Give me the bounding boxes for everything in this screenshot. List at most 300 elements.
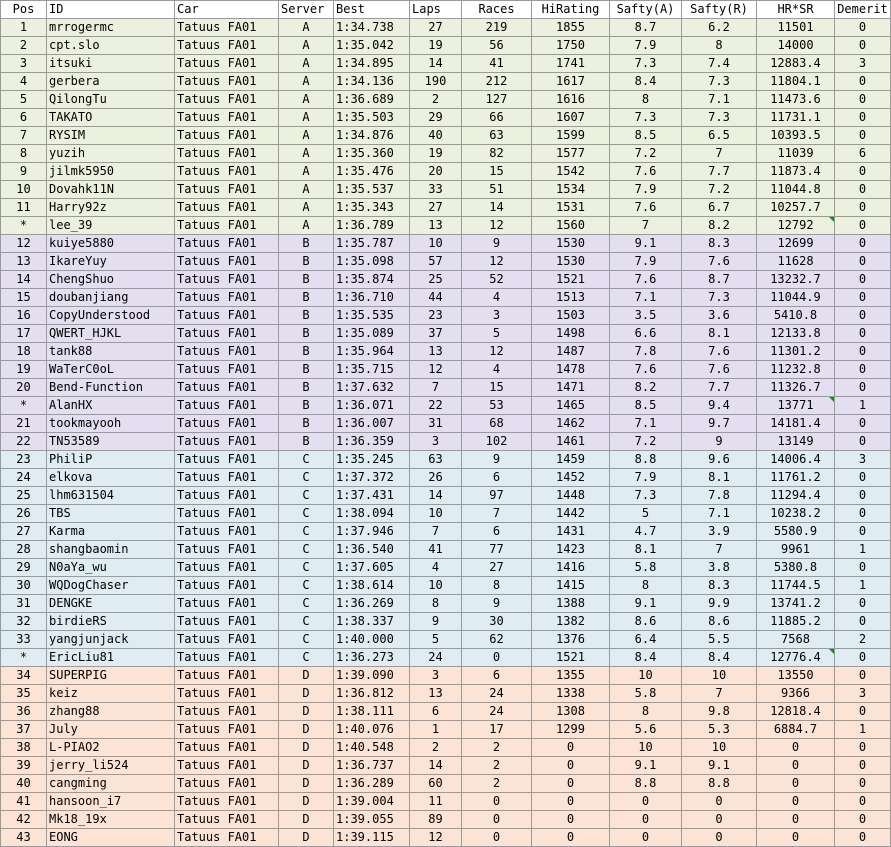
races-cell[interactable]: 8 (462, 577, 532, 595)
best-cell[interactable]: 1:35.343 (334, 199, 410, 217)
races-cell[interactable]: 68 (462, 415, 532, 433)
safty-r-cell[interactable]: 6.7 (682, 199, 757, 217)
server-cell[interactable]: A (279, 163, 334, 181)
demerit-cell[interactable]: 6 (835, 145, 891, 163)
server-cell[interactable]: C (279, 559, 334, 577)
laps-cell[interactable]: 33 (410, 181, 462, 199)
hr-sr-cell[interactable]: 12776.4 (757, 649, 835, 667)
races-cell[interactable]: 212 (462, 73, 532, 91)
id-cell[interactable]: QilongTu (47, 91, 175, 109)
laps-cell[interactable]: 11 (410, 793, 462, 811)
table-row[interactable] (1, 361, 891, 379)
table-row[interactable] (1, 631, 891, 649)
car-cell[interactable]: Tatuus FA01 (175, 631, 279, 649)
safty-r-cell[interactable]: 8.7 (682, 271, 757, 289)
table-row[interactable] (1, 811, 891, 829)
demerit-cell[interactable]: 1 (835, 541, 891, 559)
hirating-cell[interactable]: 1498 (532, 325, 610, 343)
table-row[interactable] (1, 289, 891, 307)
car-cell[interactable]: Tatuus FA01 (175, 289, 279, 307)
best-cell[interactable]: 1:35.042 (334, 37, 410, 55)
table-row[interactable] (1, 667, 891, 685)
hirating-cell[interactable]: 1308 (532, 703, 610, 721)
safty-a-cell[interactable]: 6.6 (610, 325, 682, 343)
demerit-cell[interactable]: 0 (835, 523, 891, 541)
car-cell[interactable]: Tatuus FA01 (175, 469, 279, 487)
safty-r-cell[interactable]: 7 (682, 685, 757, 703)
hr-sr-cell[interactable]: 11628 (757, 253, 835, 271)
pos-cell[interactable]: 15 (1, 289, 47, 307)
server-cell[interactable]: C (279, 649, 334, 667)
table-row[interactable] (1, 109, 891, 127)
hr-sr-cell[interactable]: 13550 (757, 667, 835, 685)
hirating-cell[interactable]: 1534 (532, 181, 610, 199)
table-row[interactable] (1, 613, 891, 631)
races-cell[interactable]: 63 (462, 127, 532, 145)
laps-cell[interactable]: 41 (410, 541, 462, 559)
hirating-cell[interactable]: 0 (532, 775, 610, 793)
id-cell[interactable]: IkareYuy (47, 253, 175, 271)
races-cell[interactable]: 51 (462, 181, 532, 199)
table-row[interactable] (1, 37, 891, 55)
car-cell[interactable]: Tatuus FA01 (175, 145, 279, 163)
table-row[interactable] (1, 415, 891, 433)
hr-sr-cell[interactable]: 0 (757, 811, 835, 829)
hr-sr-cell[interactable]: 11761.2 (757, 469, 835, 487)
safty-a-cell[interactable]: 8 (610, 91, 682, 109)
server-cell[interactable]: A (279, 109, 334, 127)
pos-cell[interactable]: 40 (1, 775, 47, 793)
table-row[interactable] (1, 217, 891, 235)
pos-cell[interactable]: 2 (1, 37, 47, 55)
hr-sr-cell[interactable]: 11039 (757, 145, 835, 163)
car-cell[interactable]: Tatuus FA01 (175, 325, 279, 343)
demerit-cell[interactable]: 0 (835, 487, 891, 505)
best-cell[interactable]: 1:35.535 (334, 307, 410, 325)
server-cell[interactable]: A (279, 127, 334, 145)
server-cell[interactable]: D (279, 775, 334, 793)
safty-r-cell[interactable]: 3.6 (682, 307, 757, 325)
safty-a-cell[interactable]: 7.9 (610, 469, 682, 487)
safty-r-cell[interactable]: 7.3 (682, 109, 757, 127)
id-cell[interactable]: tank88 (47, 343, 175, 361)
safty-a-cell[interactable]: 7.2 (610, 433, 682, 451)
races-cell[interactable]: 17 (462, 721, 532, 739)
races-cell[interactable]: 41 (462, 55, 532, 73)
safty-r-cell[interactable]: 10 (682, 667, 757, 685)
races-cell[interactable]: 30 (462, 613, 532, 631)
hr-sr-cell[interactable]: 0 (757, 775, 835, 793)
best-cell[interactable]: 1:35.360 (334, 145, 410, 163)
server-cell[interactable]: D (279, 793, 334, 811)
table-row[interactable] (1, 649, 891, 667)
best-cell[interactable]: 1:36.789 (334, 217, 410, 235)
best-cell[interactable]: 1:35.245 (334, 451, 410, 469)
laps-cell[interactable]: 10 (410, 505, 462, 523)
laps-cell[interactable]: 13 (410, 343, 462, 361)
best-cell[interactable]: 1:36.540 (334, 541, 410, 559)
pos-cell[interactable]: 21 (1, 415, 47, 433)
demerit-cell[interactable]: 0 (835, 703, 891, 721)
safty-a-cell[interactable]: 9.1 (610, 757, 682, 775)
laps-cell[interactable]: 1 (410, 721, 462, 739)
hirating-cell[interactable]: 1416 (532, 559, 610, 577)
safty-a-cell[interactable]: 8.5 (610, 397, 682, 415)
best-cell[interactable]: 1:36.812 (334, 685, 410, 703)
hr-sr-cell[interactable]: 14006.4 (757, 451, 835, 469)
safty-r-cell[interactable]: 5.5 (682, 631, 757, 649)
best-cell[interactable]: 1:38.614 (334, 577, 410, 595)
best-cell[interactable]: 1:36.007 (334, 415, 410, 433)
server-cell[interactable]: B (279, 397, 334, 415)
car-cell[interactable]: Tatuus FA01 (175, 811, 279, 829)
laps-cell[interactable]: 3 (410, 667, 462, 685)
races-cell[interactable]: 82 (462, 145, 532, 163)
pos-cell[interactable]: 35 (1, 685, 47, 703)
car-cell[interactable]: Tatuus FA01 (175, 577, 279, 595)
id-cell[interactable]: birdieRS (47, 613, 175, 631)
hr-sr-cell[interactable]: 12133.8 (757, 325, 835, 343)
best-cell[interactable]: 1:35.503 (334, 109, 410, 127)
safty-r-cell[interactable]: 7.6 (682, 253, 757, 271)
races-cell[interactable]: 0 (462, 793, 532, 811)
hirating-cell[interactable]: 1577 (532, 145, 610, 163)
hirating-cell[interactable]: 1750 (532, 37, 610, 55)
pos-cell[interactable]: 25 (1, 487, 47, 505)
laps-cell[interactable]: 4 (410, 559, 462, 577)
car-cell[interactable]: Tatuus FA01 (175, 739, 279, 757)
table-row[interactable] (1, 55, 891, 73)
table-row[interactable] (1, 343, 891, 361)
best-cell[interactable]: 1:37.632 (334, 379, 410, 397)
safty-a-cell[interactable]: 7.9 (610, 253, 682, 271)
best-cell[interactable]: 1:35.964 (334, 343, 410, 361)
server-cell[interactable]: D (279, 685, 334, 703)
hirating-cell[interactable]: 1616 (532, 91, 610, 109)
table-row[interactable] (1, 163, 891, 181)
header-hirating[interactable]: HiRating (532, 1, 610, 19)
demerit-cell[interactable]: 0 (835, 127, 891, 145)
laps-cell[interactable]: 37 (410, 325, 462, 343)
pos-cell[interactable]: * (1, 217, 47, 235)
id-cell[interactable]: Harry92z (47, 199, 175, 217)
id-cell[interactable]: N0aYa_wu (47, 559, 175, 577)
safty-r-cell[interactable]: 3.8 (682, 559, 757, 577)
server-cell[interactable]: B (279, 253, 334, 271)
hr-sr-cell[interactable]: 11044.9 (757, 289, 835, 307)
table-row[interactable] (1, 685, 891, 703)
demerit-cell[interactable]: 0 (835, 559, 891, 577)
demerit-cell[interactable]: 0 (835, 289, 891, 307)
best-cell[interactable]: 1:37.605 (334, 559, 410, 577)
car-cell[interactable]: Tatuus FA01 (175, 235, 279, 253)
safty-r-cell[interactable]: 7.1 (682, 91, 757, 109)
hirating-cell[interactable]: 0 (532, 829, 610, 847)
safty-a-cell[interactable]: 7.6 (610, 271, 682, 289)
safty-r-cell[interactable]: 8.2 (682, 217, 757, 235)
races-cell[interactable]: 62 (462, 631, 532, 649)
safty-r-cell[interactable]: 8 (682, 37, 757, 55)
table-row[interactable] (1, 145, 891, 163)
hirating-cell[interactable]: 0 (532, 793, 610, 811)
races-cell[interactable]: 24 (462, 703, 532, 721)
best-cell[interactable]: 1:39.090 (334, 667, 410, 685)
hirating-cell[interactable]: 1855 (532, 19, 610, 37)
demerit-cell[interactable]: 0 (835, 253, 891, 271)
pos-cell[interactable]: 13 (1, 253, 47, 271)
laps-cell[interactable]: 13 (410, 217, 462, 235)
car-cell[interactable]: Tatuus FA01 (175, 109, 279, 127)
pos-cell[interactable]: 33 (1, 631, 47, 649)
hr-sr-cell[interactable]: 0 (757, 757, 835, 775)
safty-r-cell[interactable]: 10 (682, 739, 757, 757)
id-cell[interactable]: cpt.slo (47, 37, 175, 55)
id-cell[interactable]: cangming (47, 775, 175, 793)
safty-a-cell[interactable]: 8.4 (610, 73, 682, 91)
server-cell[interactable]: C (279, 523, 334, 541)
demerit-cell[interactable]: 0 (835, 235, 891, 253)
pos-cell[interactable]: 29 (1, 559, 47, 577)
races-cell[interactable]: 9 (462, 235, 532, 253)
hirating-cell[interactable]: 1338 (532, 685, 610, 703)
demerit-cell[interactable]: 0 (835, 19, 891, 37)
races-cell[interactable]: 53 (462, 397, 532, 415)
table-row[interactable] (1, 235, 891, 253)
safty-a-cell[interactable]: 7.9 (610, 181, 682, 199)
demerit-cell[interactable]: 0 (835, 433, 891, 451)
car-cell[interactable]: Tatuus FA01 (175, 181, 279, 199)
safty-r-cell[interactable]: 9.7 (682, 415, 757, 433)
table-row[interactable] (1, 181, 891, 199)
best-cell[interactable]: 1:36.289 (334, 775, 410, 793)
id-cell[interactable]: TBS (47, 505, 175, 523)
hr-sr-cell[interactable]: 0 (757, 793, 835, 811)
laps-cell[interactable]: 190 (410, 73, 462, 91)
safty-r-cell[interactable]: 7 (682, 541, 757, 559)
id-cell[interactable]: tookmayooh (47, 415, 175, 433)
id-cell[interactable]: SUPERPIG (47, 667, 175, 685)
safty-a-cell[interactable]: 9.1 (610, 595, 682, 613)
hirating-cell[interactable]: 1542 (532, 163, 610, 181)
best-cell[interactable]: 1:34.738 (334, 19, 410, 37)
server-cell[interactable]: D (279, 721, 334, 739)
server-cell[interactable]: B (279, 361, 334, 379)
hirating-cell[interactable]: 1521 (532, 271, 610, 289)
demerit-cell[interactable]: 0 (835, 739, 891, 757)
laps-cell[interactable]: 19 (410, 37, 462, 55)
best-cell[interactable]: 1:36.689 (334, 91, 410, 109)
best-cell[interactable]: 1:40.000 (334, 631, 410, 649)
hirating-cell[interactable]: 1415 (532, 577, 610, 595)
demerit-cell[interactable]: 0 (835, 217, 891, 235)
server-cell[interactable]: C (279, 595, 334, 613)
hr-sr-cell[interactable]: 11326.7 (757, 379, 835, 397)
table-row[interactable] (1, 379, 891, 397)
header-car[interactable]: Car (175, 1, 279, 19)
id-cell[interactable]: jerry_li524 (47, 757, 175, 775)
id-cell[interactable]: zhang88 (47, 703, 175, 721)
header-id[interactable]: ID (47, 1, 175, 19)
table-row[interactable] (1, 523, 891, 541)
id-cell[interactable]: kuiye5880 (47, 235, 175, 253)
safty-a-cell[interactable]: 6.4 (610, 631, 682, 649)
pos-cell[interactable]: 36 (1, 703, 47, 721)
best-cell[interactable]: 1:35.874 (334, 271, 410, 289)
hr-sr-cell[interactable]: 11294.4 (757, 487, 835, 505)
hr-sr-cell[interactable]: 13149 (757, 433, 835, 451)
hr-sr-cell[interactable]: 13771 (757, 397, 835, 415)
safty-r-cell[interactable]: 8.3 (682, 577, 757, 595)
pos-cell[interactable]: 23 (1, 451, 47, 469)
safty-a-cell[interactable]: 0 (610, 811, 682, 829)
safty-a-cell[interactable]: 8.4 (610, 649, 682, 667)
safty-a-cell[interactable]: 8.8 (610, 451, 682, 469)
pos-cell[interactable]: 4 (1, 73, 47, 91)
safty-r-cell[interactable]: 0 (682, 793, 757, 811)
id-cell[interactable]: itsuki (47, 55, 175, 73)
laps-cell[interactable]: 10 (410, 235, 462, 253)
hr-sr-cell[interactable]: 10257.7 (757, 199, 835, 217)
id-cell[interactable]: WQDogChaser (47, 577, 175, 595)
demerit-cell[interactable]: 0 (835, 271, 891, 289)
demerit-cell[interactable]: 0 (835, 469, 891, 487)
demerit-cell[interactable]: 3 (835, 685, 891, 703)
best-cell[interactable]: 1:40.548 (334, 739, 410, 757)
id-cell[interactable]: ChengShuo (47, 271, 175, 289)
laps-cell[interactable]: 63 (410, 451, 462, 469)
safty-r-cell[interactable]: 7.3 (682, 289, 757, 307)
id-cell[interactable]: doubanjiang (47, 289, 175, 307)
table-row[interactable] (1, 127, 891, 145)
races-cell[interactable]: 6 (462, 523, 532, 541)
safty-a-cell[interactable]: 7.3 (610, 55, 682, 73)
safty-r-cell[interactable]: 8.8 (682, 775, 757, 793)
laps-cell[interactable]: 5 (410, 631, 462, 649)
car-cell[interactable]: Tatuus FA01 (175, 685, 279, 703)
id-cell[interactable]: Dovahk11N (47, 181, 175, 199)
safty-r-cell[interactable]: 3.9 (682, 523, 757, 541)
hirating-cell[interactable]: 1599 (532, 127, 610, 145)
safty-a-cell[interactable]: 5.8 (610, 685, 682, 703)
laps-cell[interactable]: 27 (410, 199, 462, 217)
pos-cell[interactable]: 34 (1, 667, 47, 685)
pos-cell[interactable]: 41 (1, 793, 47, 811)
pos-cell[interactable]: 32 (1, 613, 47, 631)
hirating-cell[interactable]: 1503 (532, 307, 610, 325)
pos-cell[interactable]: 6 (1, 109, 47, 127)
server-cell[interactable]: C (279, 451, 334, 469)
races-cell[interactable]: 2 (462, 757, 532, 775)
safty-a-cell[interactable]: 8 (610, 577, 682, 595)
pos-cell[interactable]: 37 (1, 721, 47, 739)
safty-r-cell[interactable]: 9.4 (682, 397, 757, 415)
header-server[interactable]: Server (279, 1, 334, 19)
hirating-cell[interactable]: 1531 (532, 199, 610, 217)
laps-cell[interactable]: 12 (410, 829, 462, 847)
pos-cell[interactable]: 17 (1, 325, 47, 343)
races-cell[interactable]: 27 (462, 559, 532, 577)
id-cell[interactable]: WaTerC0oL (47, 361, 175, 379)
server-cell[interactable]: B (279, 433, 334, 451)
hirating-cell[interactable]: 0 (532, 739, 610, 757)
demerit-cell[interactable]: 0 (835, 199, 891, 217)
races-cell[interactable]: 56 (462, 37, 532, 55)
server-cell[interactable]: A (279, 73, 334, 91)
pos-cell[interactable]: 14 (1, 271, 47, 289)
car-cell[interactable]: Tatuus FA01 (175, 451, 279, 469)
best-cell[interactable]: 1:37.946 (334, 523, 410, 541)
safty-a-cell[interactable]: 8.1 (610, 541, 682, 559)
pos-cell[interactable]: 24 (1, 469, 47, 487)
pos-cell[interactable]: 43 (1, 829, 47, 847)
races-cell[interactable]: 127 (462, 91, 532, 109)
safty-r-cell[interactable]: 6.5 (682, 127, 757, 145)
id-cell[interactable]: QWERT_HJKL (47, 325, 175, 343)
safty-a-cell[interactable]: 5 (610, 505, 682, 523)
server-cell[interactable]: B (279, 235, 334, 253)
laps-cell[interactable]: 20 (410, 163, 462, 181)
best-cell[interactable]: 1:34.876 (334, 127, 410, 145)
races-cell[interactable]: 66 (462, 109, 532, 127)
hirating-cell[interactable]: 1452 (532, 469, 610, 487)
safty-a-cell[interactable]: 8.6 (610, 613, 682, 631)
safty-a-cell[interactable]: 7.6 (610, 361, 682, 379)
demerit-cell[interactable]: 0 (835, 37, 891, 55)
car-cell[interactable]: Tatuus FA01 (175, 829, 279, 847)
id-cell[interactable]: lhm631504 (47, 487, 175, 505)
car-cell[interactable]: Tatuus FA01 (175, 595, 279, 613)
id-cell[interactable]: elkova (47, 469, 175, 487)
safty-a-cell[interactable]: 7.1 (610, 289, 682, 307)
races-cell[interactable]: 219 (462, 19, 532, 37)
table-row[interactable] (1, 703, 891, 721)
car-cell[interactable]: Tatuus FA01 (175, 253, 279, 271)
best-cell[interactable]: 1:39.115 (334, 829, 410, 847)
id-cell[interactable]: RYSIM (47, 127, 175, 145)
server-cell[interactable]: C (279, 613, 334, 631)
car-cell[interactable]: Tatuus FA01 (175, 541, 279, 559)
hr-sr-cell[interactable]: 7568 (757, 631, 835, 649)
hr-sr-cell[interactable]: 11044.8 (757, 181, 835, 199)
best-cell[interactable]: 1:37.372 (334, 469, 410, 487)
demerit-cell[interactable]: 0 (835, 181, 891, 199)
demerit-cell[interactable]: 1 (835, 577, 891, 595)
laps-cell[interactable]: 31 (410, 415, 462, 433)
hr-sr-cell[interactable]: 5580.9 (757, 523, 835, 541)
best-cell[interactable]: 1:39.055 (334, 811, 410, 829)
pos-cell[interactable]: 3 (1, 55, 47, 73)
demerit-cell[interactable]: 3 (835, 55, 891, 73)
safty-r-cell[interactable]: 8.6 (682, 613, 757, 631)
demerit-cell[interactable]: 0 (835, 811, 891, 829)
best-cell[interactable]: 1:35.787 (334, 235, 410, 253)
table-row[interactable] (1, 19, 891, 37)
safty-a-cell[interactable]: 8.5 (610, 127, 682, 145)
hr-sr-cell[interactable]: 12699 (757, 235, 835, 253)
safty-r-cell[interactable]: 9.1 (682, 757, 757, 775)
id-cell[interactable]: PhiliP (47, 451, 175, 469)
car-cell[interactable]: Tatuus FA01 (175, 307, 279, 325)
server-cell[interactable]: D (279, 667, 334, 685)
hr-sr-cell[interactable]: 11804.1 (757, 73, 835, 91)
pos-cell[interactable]: 12 (1, 235, 47, 253)
car-cell[interactable]: Tatuus FA01 (175, 55, 279, 73)
races-cell[interactable]: 12 (462, 343, 532, 361)
hr-sr-cell[interactable]: 9961 (757, 541, 835, 559)
laps-cell[interactable]: 26 (410, 469, 462, 487)
pos-cell[interactable]: 42 (1, 811, 47, 829)
laps-cell[interactable]: 6 (410, 703, 462, 721)
